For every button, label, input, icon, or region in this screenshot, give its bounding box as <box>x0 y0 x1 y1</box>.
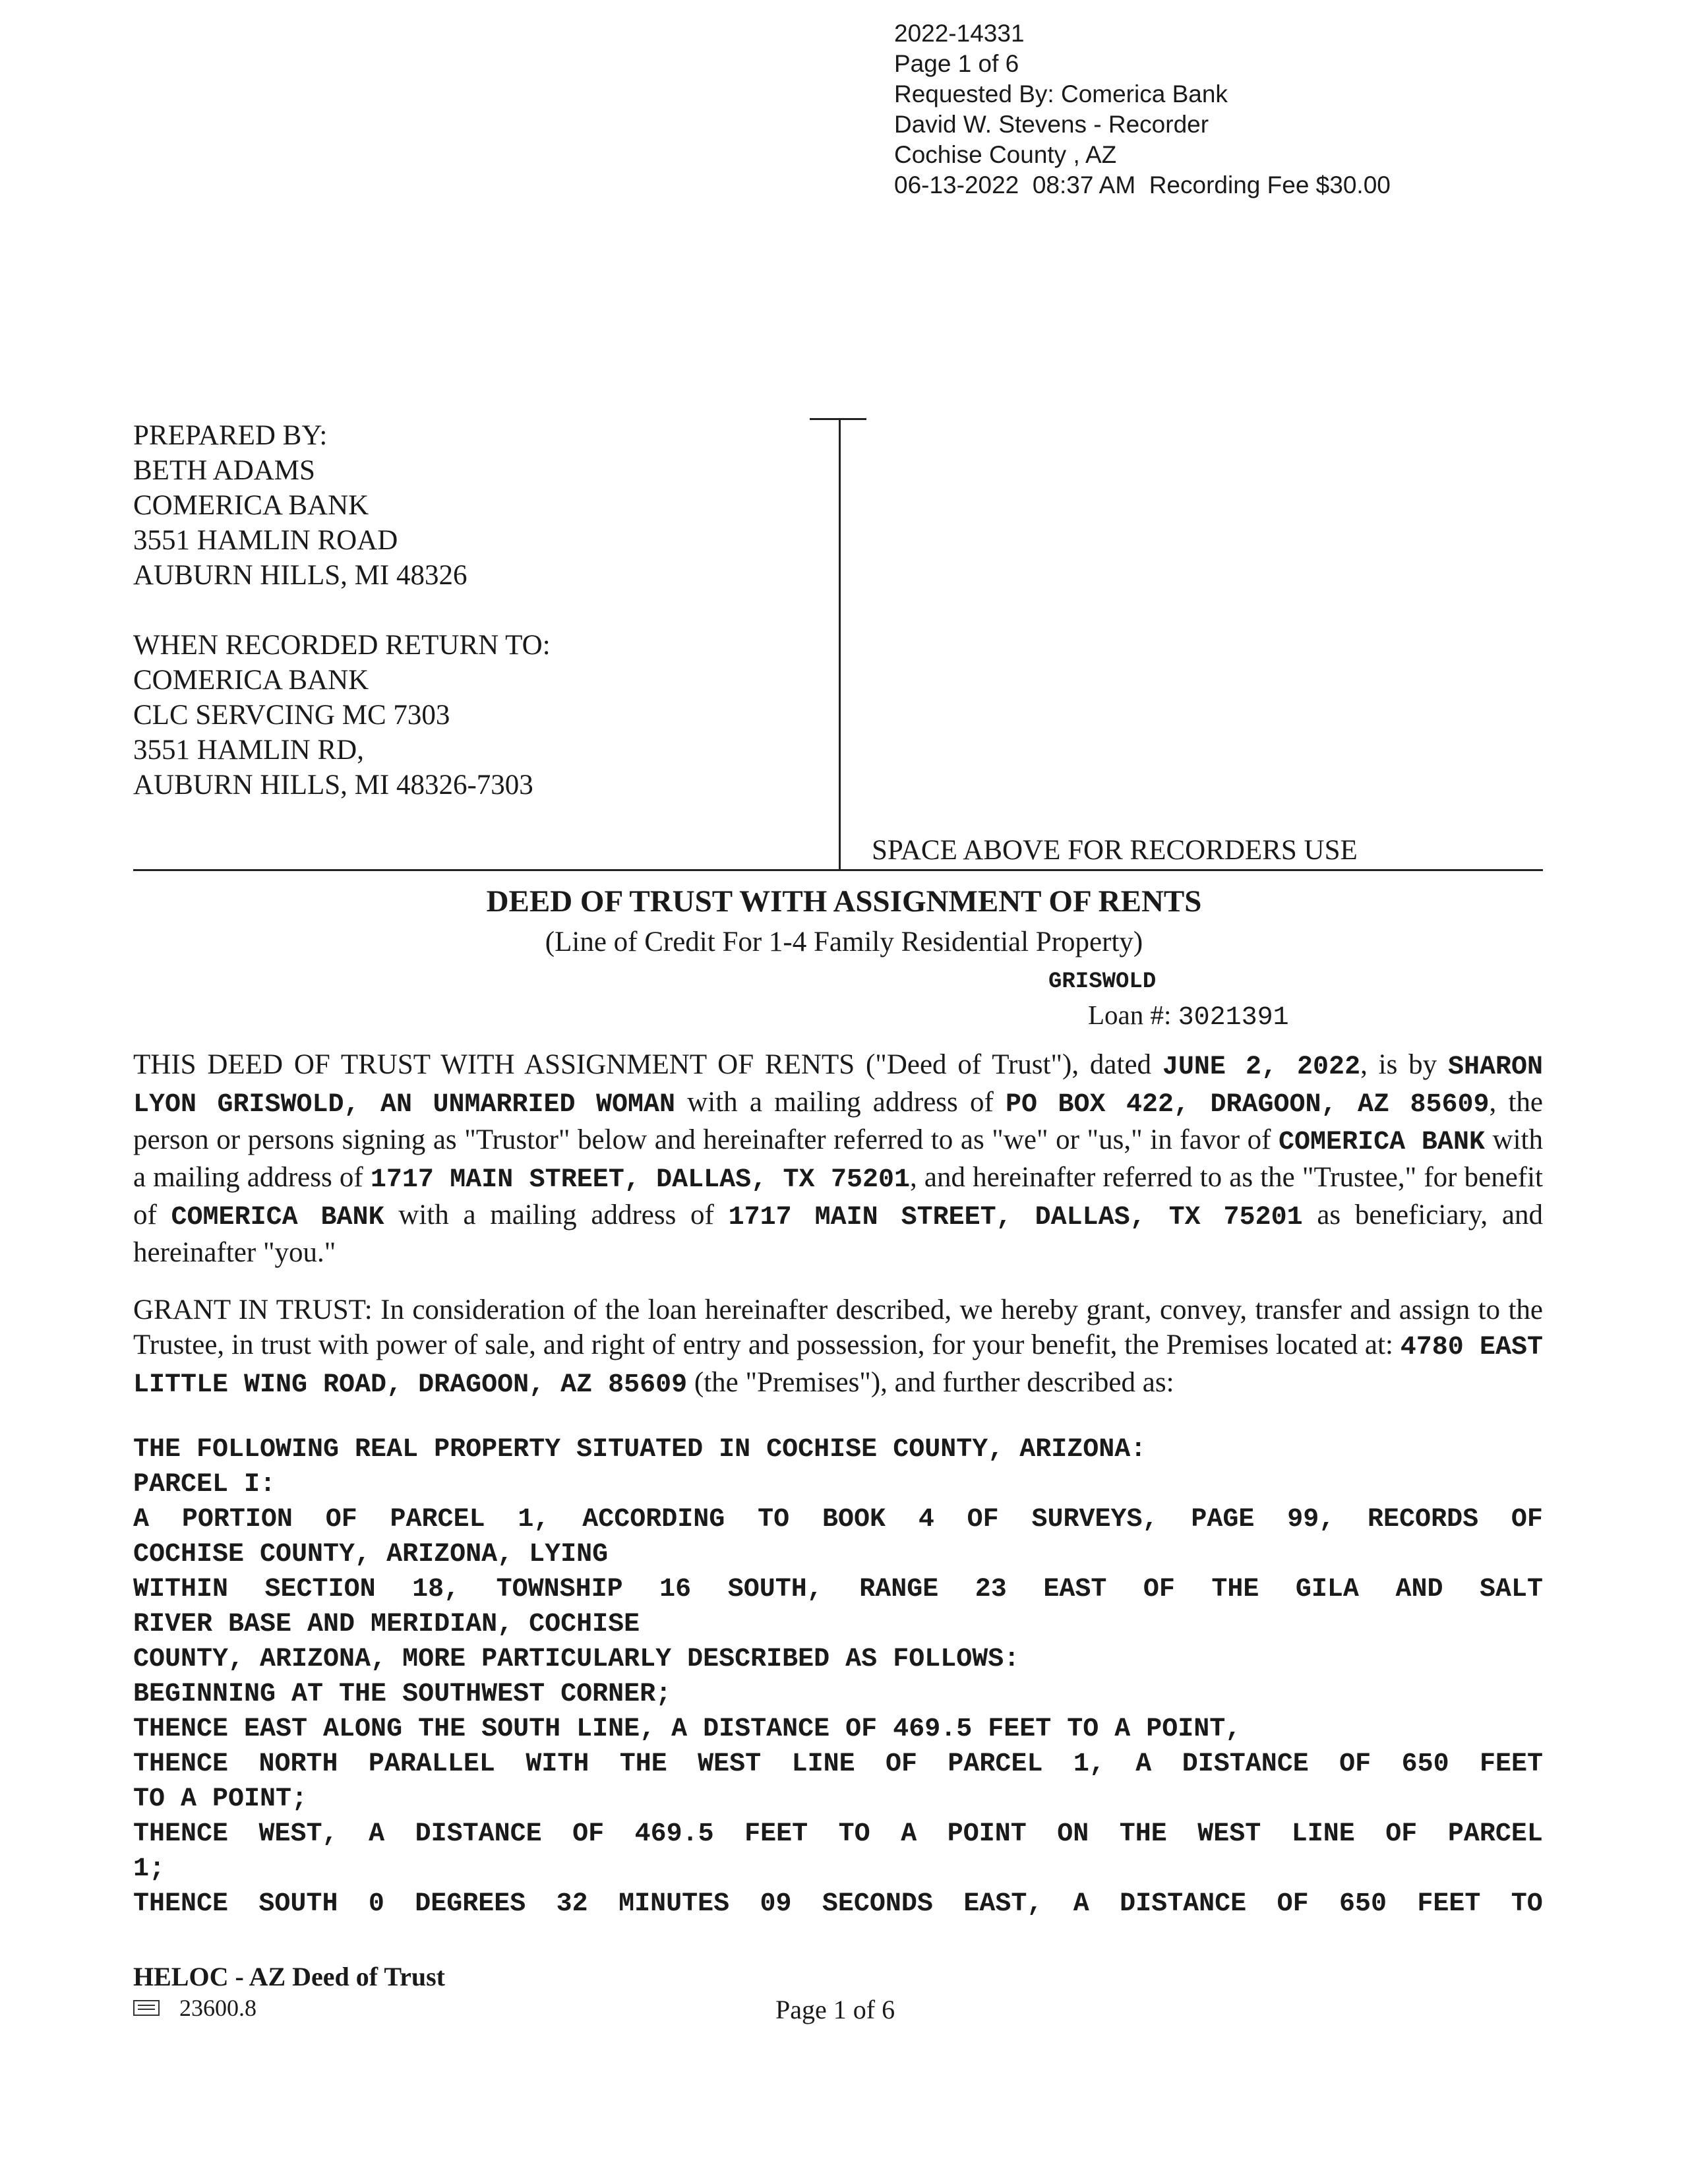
loan-number-label: Loan #: <box>1088 1000 1178 1030</box>
form-icon <box>133 2000 160 2016</box>
legal-description-word: THE <box>619 1749 667 1779</box>
stamp-page-count: Page 1 of 6 <box>894 50 1019 77</box>
trustor-name: SHARON LYON GRISWOLD, AN UNMARRIED WOMAN <box>133 1052 1544 1120</box>
grant-text: GRANT IN TRUST: In consideration of the loan hereinafter described, we hereby grant, convey, transfer and assign to the Trustee, in trust with power of sale, and right of entry and possession, for your benefit, the Premises located at: <box>133 1294 1543 1360</box>
legal-description-word: OF <box>1143 1575 1175 1604</box>
legal-description-word: GILA <box>1295 1575 1359 1604</box>
intro-text: with a mailing address of <box>133 1124 1543 1193</box>
page-number: Page 1 of 6 <box>775 1995 895 2024</box>
intro-text: , the person or persons signing as "Trustor" below and hereinafter referred to as "we" or "us," in favor of <box>133 1087 1543 1155</box>
requested-by: Requested By: Comerica Bank <box>894 80 1228 107</box>
legal-description-word: OF <box>325 1505 357 1534</box>
return-to-block <box>133 628 551 803</box>
legal-description-line <box>133 1502 1543 1537</box>
return-to-line: CLC SERVCING MC 7303 <box>133 700 450 731</box>
legal-description-word: FEET <box>1417 1889 1481 1919</box>
legal-description-word: A <box>369 1819 385 1849</box>
legal-description-word: PARALLEL <box>368 1749 495 1779</box>
prepared-by-line: 3551 HAMLIN ROAD <box>133 525 398 556</box>
legal-description-word: FEET <box>1479 1749 1543 1779</box>
form-title: HELOC - AZ Deed of Trust <box>133 1962 445 1991</box>
legal-description-word: WEST <box>698 1749 762 1779</box>
premises-address: 4780 EAST LITTLE WING ROAD, DRAGOON, AZ 85609 <box>133 1333 1543 1400</box>
legal-description-word: LINE <box>791 1749 855 1779</box>
return-to-heading: WHEN RECORDED RETURN TO: <box>133 630 551 661</box>
recorder-tick-line <box>810 418 866 420</box>
prepared-by-line: AUBURN HILLS, MI 48326 <box>133 560 467 591</box>
legal-description-word: OF <box>967 1505 999 1534</box>
legal-description-word: 650 <box>1401 1749 1449 1779</box>
legal-description-line: TO A POINT; <box>133 1784 308 1814</box>
document-title: DEED OF TRUST WITH ASSIGNMENT OF RENTS <box>486 884 1202 919</box>
legal-description-line: COCHISE COUNTY, ARIZONA, LYING <box>133 1540 609 1569</box>
legal-description-word: DEGREES <box>415 1889 526 1919</box>
legal-description-word: TO <box>838 1819 870 1849</box>
trustee-name: COMERICA BANK <box>1279 1128 1485 1157</box>
intro-text: , is by <box>1360 1049 1448 1080</box>
intro-text: , and hereinafter referred to as the "Trustee," for benefit of <box>133 1162 1543 1230</box>
legal-description-word: OF <box>1277 1889 1309 1919</box>
legal-description-word: PAGE <box>1191 1505 1255 1534</box>
legal-description-word: 650 <box>1339 1889 1387 1919</box>
recording-datetime-fee: 06-13-2022 08:37 AM Recording Fee $30.00 <box>894 171 1391 198</box>
recording-county: Cochise County , AZ <box>894 141 1117 168</box>
legal-description-word: OF <box>1385 1819 1418 1849</box>
legal-description-word: A <box>901 1819 917 1849</box>
legal-description-line <box>133 1747 1543 1782</box>
legal-description-line <box>133 1817 1543 1852</box>
legal-description-word: POINT <box>947 1819 1027 1849</box>
legal-description-word: THENCE <box>133 1889 229 1919</box>
legal-description-word: A <box>1135 1749 1152 1779</box>
legal-description-word: PARCEL <box>390 1505 485 1534</box>
return-to-line: COMERICA BANK <box>133 665 369 696</box>
legal-description-line: COUNTY, ARIZONA, MORE PARTICULARLY DESCRIBED AS FOLLOWS: <box>133 1645 1020 1674</box>
return-to-line: 3551 HAMLIN RD, <box>133 735 364 766</box>
legal-description-line: BEGINNING AT THE SOUTHWEST CORNER; <box>133 1680 672 1709</box>
borrower-short-name: GRISWOLD <box>1048 969 1157 994</box>
legal-description-word: TOWNSHIP <box>496 1575 623 1604</box>
legal-description-word: SECTION <box>264 1575 376 1604</box>
legal-description-word: PORTION <box>181 1505 293 1534</box>
legal-description-word: OF <box>1339 1749 1372 1779</box>
legal-description-word: 99, <box>1287 1505 1335 1534</box>
legal-description-word: DISTANCE <box>1120 1889 1247 1919</box>
legal-description-word: NORTH <box>258 1749 338 1779</box>
legal-description-word: THENCE <box>133 1819 229 1849</box>
loan-number: 3021391 <box>1178 1003 1289 1033</box>
intro-text: as beneficiary, and hereinafter "you." <box>133 1199 1543 1268</box>
trustor-address: PO BOX 422, DRAGOON, AZ 85609 <box>1006 1090 1490 1120</box>
legal-description-word: ON <box>1057 1819 1089 1849</box>
legal-description-word: 16 <box>659 1575 692 1604</box>
recorder-divider-horizontal <box>133 869 1543 871</box>
legal-description-word: A <box>1073 1889 1089 1919</box>
legal-description-word: 09 <box>760 1889 792 1919</box>
legal-description-word: WEST <box>1197 1819 1261 1849</box>
prepared-by-heading: PREPARED BY: <box>133 420 328 451</box>
legal-description-word: 0 <box>368 1889 384 1919</box>
beneficiary-address: 1717 MAIN STREET, DALLAS, TX 75201 <box>728 1203 1303 1232</box>
legal-description-word: THE <box>1211 1575 1259 1604</box>
prepared-by-line: BETH ADAMS <box>133 455 315 486</box>
legal-description-line: PARCEL I: <box>133 1470 276 1500</box>
legal-description-word: FEET <box>744 1819 808 1849</box>
form-number: 23600.8 <box>179 1995 256 2021</box>
recorders-space-label: SPACE ABOVE FOR RECORDERS USE <box>872 835 1358 866</box>
legal-description-word: A <box>133 1505 150 1534</box>
legal-description-word: RECORDS <box>1368 1505 1479 1534</box>
legal-description-word: WEST, <box>258 1819 338 1849</box>
legal-description-line <box>133 1572 1543 1607</box>
intro-text: with a mailing address of <box>384 1199 729 1230</box>
legal-description-word: 469.5 <box>634 1819 714 1849</box>
legal-description-word: 1, <box>518 1505 550 1534</box>
legal-description-word: PARCEL <box>948 1749 1043 1779</box>
legal-description-word: AND <box>1395 1575 1443 1604</box>
prepared-by-block <box>133 418 467 593</box>
legal-description-word: 23 <box>975 1575 1007 1604</box>
legal-description-word: SALT <box>1479 1575 1543 1604</box>
deed-date: JUNE 2, 2022 <box>1162 1052 1361 1082</box>
legal-description-line: 1; <box>133 1854 166 1884</box>
legal-description-word: LINE <box>1291 1819 1355 1849</box>
legal-description-word: EAST, <box>963 1889 1043 1919</box>
recorder-divider-vertical <box>839 418 841 870</box>
legal-description-word: 1, <box>1073 1749 1105 1779</box>
legal-description-word: SOUTH, <box>727 1575 823 1604</box>
beneficiary-name: COMERICA BANK <box>171 1203 384 1232</box>
legal-description-word: WITH <box>526 1749 589 1779</box>
legal-description-word: SOUTH <box>258 1889 338 1919</box>
legal-description-word: TO <box>758 1505 790 1534</box>
recording-stamp <box>894 18 1391 200</box>
intro-paragraph <box>133 1047 1543 1270</box>
trustee-address: 1717 MAIN STREET, DALLAS, TX 75201 <box>370 1165 910 1195</box>
form-number-line <box>133 1994 256 2022</box>
return-to-line: AUBURN HILLS, MI 48326-7303 <box>133 770 533 801</box>
legal-description-word: 18, <box>412 1575 460 1604</box>
intro-text: THIS DEED OF TRUST WITH ASSIGNMENT OF RENTS ("Deed of Trust"), dated <box>133 1049 1162 1080</box>
loan-number-line <box>1088 999 1289 1033</box>
intro-text: with a mailing address of <box>675 1087 1006 1118</box>
legal-description-line: RIVER BASE AND MERIDIAN, COCHISE <box>133 1610 640 1639</box>
legal-description-word: ACCORDING <box>582 1505 725 1534</box>
legal-description-line: THE FOLLOWING REAL PROPERTY SITUATED IN COCHISE COUNTY, ARIZONA: <box>133 1435 1147 1465</box>
legal-description-word: SURVEYS, <box>1031 1505 1159 1534</box>
legal-description-word: MINUTES <box>618 1889 730 1919</box>
grant-in-trust-paragraph <box>133 1292 1543 1403</box>
legal-description-word: OF <box>572 1819 605 1849</box>
recorder-name: David W. Stevens - Recorder <box>894 111 1209 138</box>
legal-description-word: 4 <box>918 1505 934 1534</box>
document-subtitle: (Line of Credit For 1-4 Family Residential Property) <box>545 926 1143 957</box>
legal-description-word: THENCE <box>133 1749 229 1779</box>
prepared-by-line: COMERICA BANK <box>133 490 369 521</box>
document-number: 2022-14331 <box>894 20 1025 47</box>
legal-description-word: RANGE <box>859 1575 939 1604</box>
legal-description-word: THE <box>1119 1819 1167 1849</box>
legal-description-word: WITHIN <box>133 1575 229 1604</box>
legal-description-word: BOOK <box>822 1505 886 1534</box>
legal-description-line <box>133 1887 1543 1922</box>
legal-description-line: THENCE EAST ALONG THE SOUTH LINE, A DISTANCE OF 469.5 FEET TO A POINT, <box>133 1714 1242 1744</box>
legal-description-word: 32 <box>556 1889 588 1919</box>
legal-description <box>133 1432 1543 1922</box>
legal-description-word: SECONDS <box>822 1889 933 1919</box>
legal-description-word: DISTANCE <box>1182 1749 1309 1779</box>
legal-description-word: PARCEL <box>1447 1819 1543 1849</box>
grant-text: (the "Premises"), and further described as: <box>687 1367 1174 1398</box>
legal-description-word: OF <box>1511 1505 1543 1534</box>
legal-description-word: EAST <box>1043 1575 1107 1604</box>
legal-description-word: TO <box>1511 1889 1543 1919</box>
legal-description-word: DISTANCE <box>415 1819 542 1849</box>
legal-description-word: OF <box>886 1749 918 1779</box>
